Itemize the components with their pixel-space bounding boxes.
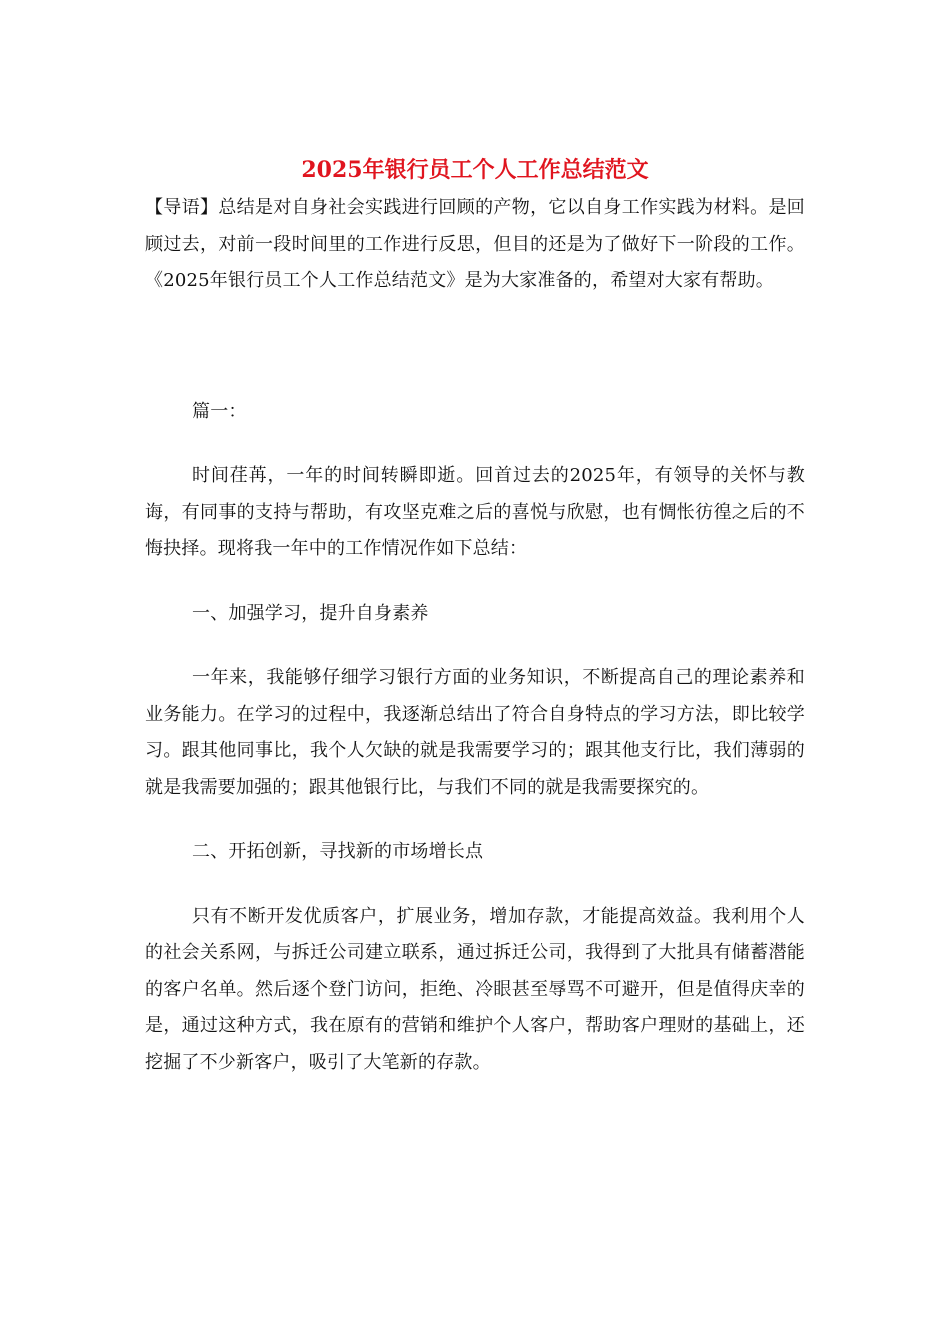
document-title: 2025年银行员工个人工作总结范文 xyxy=(301,157,649,183)
body-paragraph: 只有不断开发优质客户，扩展业务，增加存款，才能提高效益。我利用个人的社会关系网，与拆迁公司建立联系，通过拆迁公司，我得到了大批具有储蓄潜能的客户名单。然后逐个登门访问，拒绝、冷眼甚至辱骂不可避开，但是值得庆幸的是，通过这种方式，我在原有的营销和维护个人客户，帮助客户理财的基础上，还挖掘了不少新客户，吸引了大笔新的存款。 xyxy=(145,905,805,1073)
intro-paragraph: 【导语】总结是对自身社会实践进行回顾的产物，它以自身工作实践为材料。是回顾过去，对前一段时间里的工作进行反思，但目的还是为了做好下一阶段的工作。《2025年银行员工个人工作总结范文》是为大家准备的，希望对大家有帮助。 xyxy=(145,197,805,291)
section-heading: 一、加强学习，提升自身素养 xyxy=(192,602,429,624)
document-page xyxy=(145,150,805,1081)
body-paragraph: 一年来，我能够仔细学习银行方面的业务知识，不断提高自己的理论素养和业务能力。在学习的过程中，我逐渐总结出了符合自身特点的学习方法，即比较学习。跟其他同事比，我个人欠缺的就是我需要学习的；跟其他支行比，我们薄弱的就是我需要加强的；跟其他银行比，与我们不同的就是我需要探究的。 xyxy=(145,667,805,798)
section-heading: 二、开拓创新，寻找新的市场增长点 xyxy=(192,841,484,862)
body-paragraph: 时间荏苒，一年的时间转瞬即逝。回首过去的2025年，有领导的关怀与教诲，有同事的支持与帮助，有攻坚克难之后的喜悦与欣慰，也有惆怅彷徨之后的不悔抉择。现将我一年中的工作情况作如下总结： xyxy=(145,465,805,559)
section-label: 篇一： xyxy=(192,400,247,422)
